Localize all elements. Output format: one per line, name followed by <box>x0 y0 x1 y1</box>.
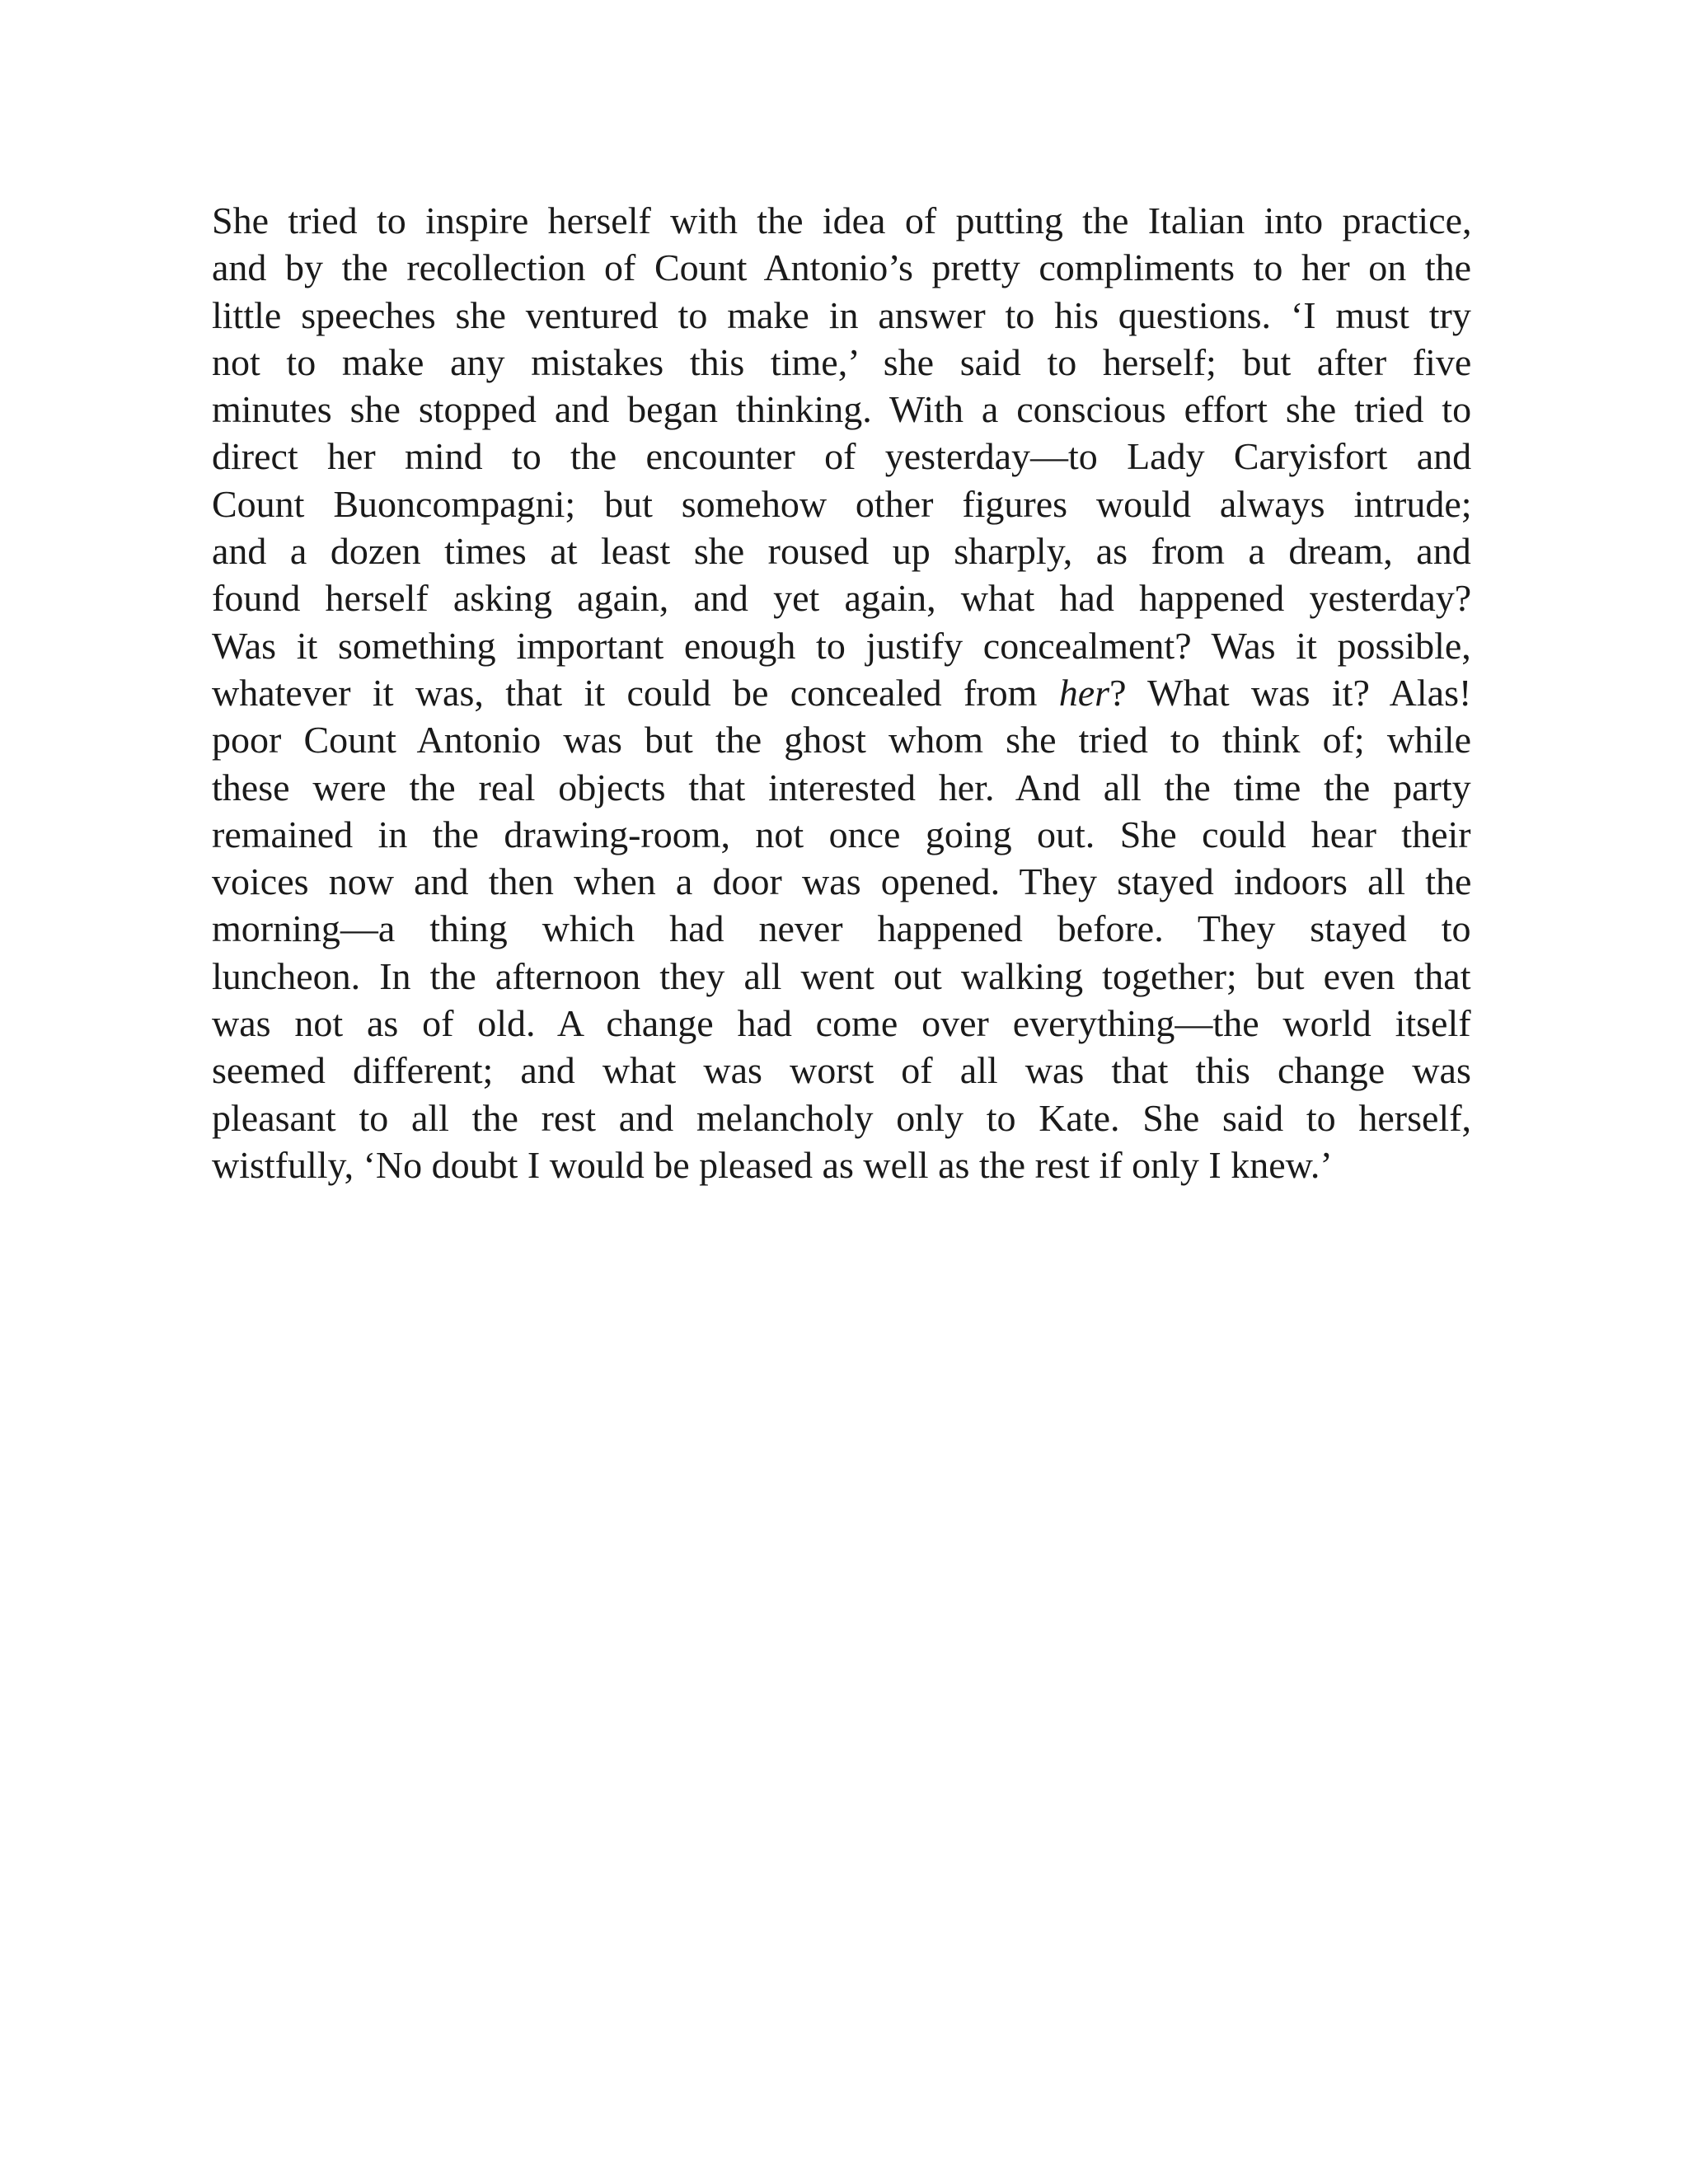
text-line: these were the real objects that interested her. And all the time the party <box>212 766 1471 808</box>
text-line: poor Count Antonio was but the ghost whom she tried to think of; while <box>212 719 1472 762</box>
text-line: remained in the drawing-room, not once going out. She could hear their <box>212 813 1471 855</box>
text-line: Count Buoncompagni; but somehow other figures would always intrude; <box>212 482 1472 525</box>
text-segment: ? What was it? Alas! <box>1109 671 1472 714</box>
text-line: found herself asking again, and yet again, what had happened yesterday? <box>212 577 1472 620</box>
text-line: voices now and then when a door was opened. They stayed indoors all the <box>212 860 1472 903</box>
text-line: Was it something important enough to justify concealment? Was it possible, <box>212 624 1471 667</box>
italic-emphasis: her <box>1058 671 1110 714</box>
text-line: morning—a thing which had never happened before. They stayed to <box>212 907 1471 950</box>
text-line: not to make any mistakes this time,’ she said to herself; but after five <box>212 340 1472 383</box>
text-line: and by the recollection of Count Antonio’s pretty compliments to her on the <box>212 246 1472 289</box>
text-line: minutes she stopped and began thinking. With a conscious effort she tried to <box>212 388 1472 431</box>
text-segment: whatever it was, that it could be concealed from <box>212 671 1059 714</box>
text-line: She tried to inspire herself with the idea of putting the Italian into practice, <box>212 199 1472 241</box>
text-line: and a dozen times at least she roused up sharply, as from a dream, and <box>212 530 1471 573</box>
text-line: wistfully, ‘No doubt I would be pleased as well as the rest if only I knew.’ <box>212 1143 1333 1186</box>
text-line: was not as of old. A change had come over everything—the world itself <box>212 1002 1471 1045</box>
text-line: seemed different; and what was worst of all was that this change was <box>212 1049 1471 1092</box>
body-paragraph <box>212 197 1471 1188</box>
text-line <box>212 669 1471 716</box>
text-line: direct her mind to the encounter of yesterday—to Lady Caryisfort and <box>212 435 1472 478</box>
text-line: luncheon. In the afternoon they all went out walking together; but even that <box>212 954 1471 997</box>
text-line: little speeches she ventured to make in answer to his questions. ‘I must try <box>212 293 1471 336</box>
text-line: pleasant to all the rest and melancholy only to Kate. She said to herself, <box>212 1096 1472 1139</box>
